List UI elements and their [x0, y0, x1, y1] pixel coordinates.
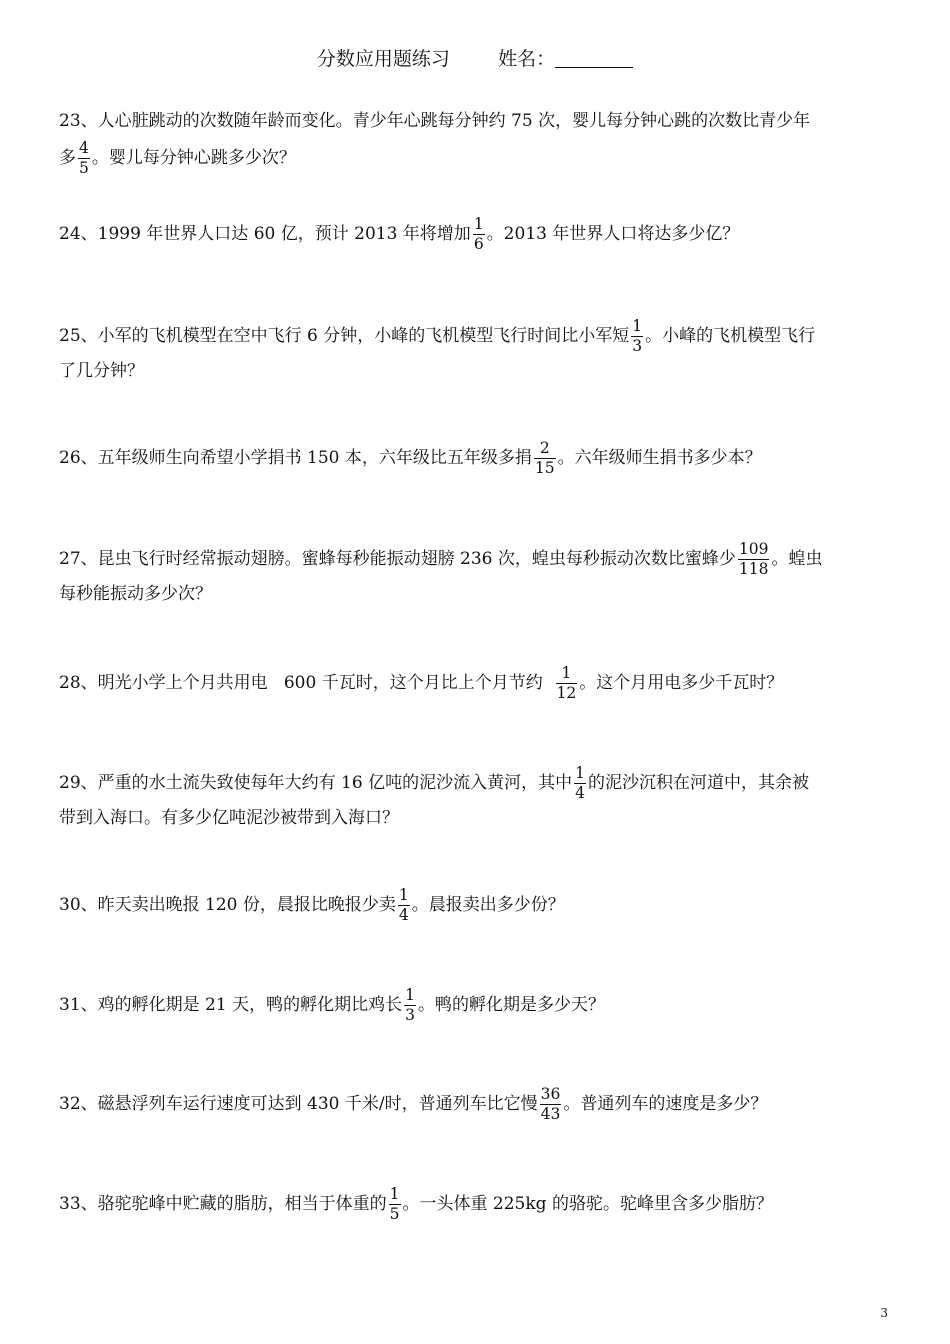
question-text: 31、鸡的孵化期是 21 天，鸭的孵化期比鸡长 [59, 995, 403, 1015]
question-text: 32、磁悬浮列车运行速度可达到 430 千米/时，普通列车比它慢 [59, 1094, 538, 1114]
question-25 [59, 317, 895, 389]
fraction [404, 986, 416, 1025]
fraction-numerator: 1 [405, 986, 415, 1004]
question-text: 多 [59, 148, 76, 168]
fraction [574, 764, 586, 803]
question-24 [59, 215, 895, 251]
question-text: 。小峰的飞机模型飞行 [645, 326, 816, 346]
question-text: 33、骆驼驼峰中贮藏的脂肪，相当于体重的 [59, 1194, 387, 1214]
question-28 [59, 664, 895, 700]
question-line [59, 317, 895, 353]
question-text: 28、明光小学上个月共用电 600 千瓦时，这个月比上个月节约 [59, 673, 554, 693]
question-text: 的泥沙沉积在河道中，其余被 [587, 773, 809, 793]
fraction-denominator: 118 [738, 560, 769, 578]
fraction-numerator: 1 [632, 317, 643, 335]
fraction-numerator: 36 [540, 1085, 561, 1103]
fraction-numerator: 109 [738, 540, 769, 558]
question-line [59, 540, 895, 576]
question-text: 。鸭的孵化期是多少天？ [417, 995, 605, 1015]
question-text: 27、昆虫飞行时经常振动翅膀。蜜蜂每秒能振动翅膀 236 次，蝗虫每秒振动次数比蜜蜂少 [59, 549, 736, 569]
question-text: 24、1999 年世界人口达 60 亿，预计 2013 年将增加 [59, 224, 471, 244]
question-line [59, 1185, 895, 1221]
question-26 [59, 439, 895, 475]
question-line [59, 439, 895, 475]
question-33 [59, 1185, 895, 1221]
question-text: 。2013 年世界人口将达多少亿？ [486, 224, 740, 244]
fraction [631, 317, 643, 356]
fraction-numerator: 1 [575, 764, 585, 782]
fraction [389, 1185, 401, 1224]
question-text: 。一头体重 225kg 的骆驼。驼峰里含多少脂肪？ [402, 1194, 773, 1214]
question-23 [59, 103, 895, 175]
question-text: 每秒能振动多少次？ [59, 584, 212, 604]
fraction-denominator: 3 [632, 337, 643, 355]
question-text: 30、昨天卖出晚报 120 份，晨报比晚报少卖 [59, 895, 396, 915]
question-line [59, 886, 895, 922]
question-text: 26、五年级师生向希望小学捐书 150 本，六年级比五年级多捐 [59, 448, 532, 468]
page-number: 3 [880, 1306, 888, 1320]
question-text: 25、小军的飞机模型在空中飞行 6 分钟，小峰的飞机模型飞行时间比小军短 [59, 326, 630, 346]
question-line [59, 764, 895, 800]
question-text: 。晨报卖出多少份？ [411, 895, 565, 915]
question-text: 23、人心脏跳动的次数随年龄而变化。青少年心跳每分钟约 75 次，婴儿每分钟心跳的次数比青少年 [59, 111, 811, 131]
fraction-numerator: 4 [79, 139, 89, 157]
question-line [59, 576, 895, 612]
question-text: 29、严重的水土流失致使每年大约有 16 亿吨的泥沙流入黄河，其中 [59, 773, 573, 793]
fraction-denominator: 3 [405, 1006, 415, 1024]
fraction [540, 1085, 562, 1124]
fraction [78, 139, 90, 178]
fraction-numerator: 1 [556, 664, 578, 684]
question-text: 了几分钟？ [59, 361, 144, 381]
fraction-denominator: 12 [556, 684, 577, 702]
fraction [556, 664, 578, 703]
question-32 [59, 1085, 895, 1121]
question-line [59, 353, 895, 389]
question-27 [59, 540, 895, 612]
fraction-denominator: 43 [540, 1105, 561, 1123]
question-30 [59, 886, 895, 922]
question-text: 。普通列车的速度是多少？ [563, 1094, 768, 1114]
fraction-numerator: 2 [534, 439, 556, 459]
fraction [473, 215, 485, 254]
question-line [59, 800, 895, 836]
question-text: 。蝗虫 [771, 549, 823, 569]
question-text: 。六年级师生捐书多少本？ [557, 448, 762, 468]
fraction [534, 439, 556, 478]
fraction [738, 540, 770, 579]
fraction [398, 886, 410, 925]
question-line [59, 215, 895, 251]
fraction-denominator: 6 [473, 235, 484, 253]
fraction-denominator: 5 [79, 159, 89, 177]
fraction-denominator: 15 [534, 459, 555, 477]
question-29 [59, 764, 895, 836]
question-text: 带到入海口。有多少亿吨泥沙被带到入海口？ [59, 808, 399, 828]
worksheet-header [0, 44, 950, 71]
name-blank [555, 49, 633, 68]
fraction-denominator: 4 [398, 906, 409, 924]
question-line [59, 664, 895, 700]
question-line [59, 1085, 895, 1121]
name-label: 姓名： [498, 48, 556, 70]
fraction-denominator: 5 [389, 1205, 400, 1223]
fraction-numerator: 1 [473, 215, 484, 233]
worksheet-title: 分数应用题练习 [316, 48, 450, 70]
question-line [59, 139, 895, 175]
fraction-numerator: 1 [389, 1185, 400, 1203]
question-text: 。婴儿每分钟心跳多少次？ [91, 148, 296, 168]
question-31 [59, 986, 895, 1022]
question-text: 。这个月用电多少千瓦时？ [579, 673, 784, 693]
fraction-denominator: 4 [575, 784, 585, 802]
fraction-numerator: 1 [398, 886, 409, 904]
question-line [59, 103, 895, 139]
question-line [59, 986, 895, 1022]
